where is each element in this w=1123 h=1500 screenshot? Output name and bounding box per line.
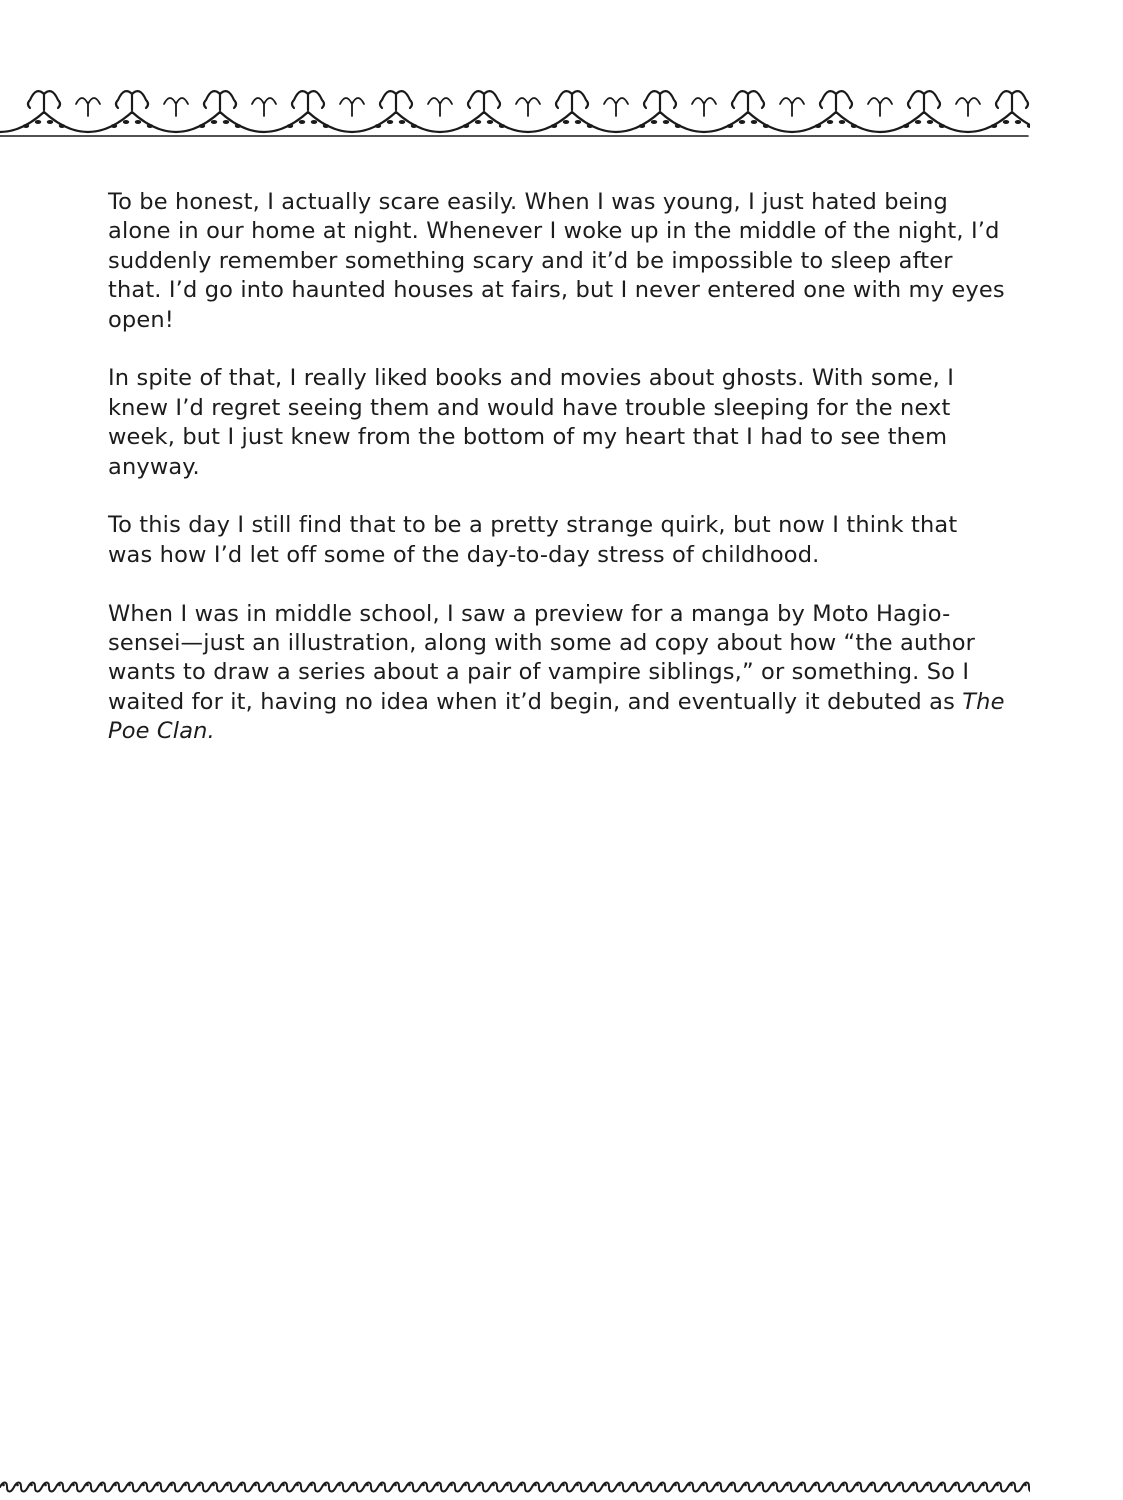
border-leaf — [47, 120, 53, 124]
bottom-wave-curl — [30, 1484, 33, 1487]
border-leaf — [223, 120, 229, 124]
bottom-wave-curl — [240, 1484, 243, 1487]
top-ornamental-border — [0, 82, 1030, 138]
bottom-wave-curl — [730, 1484, 733, 1487]
border-leaf — [411, 124, 417, 128]
border-leaf — [927, 120, 933, 124]
border-tendril — [956, 98, 980, 116]
border-sprout — [292, 91, 324, 110]
border-sprout — [468, 91, 500, 110]
bottom-wave-curl — [450, 1484, 453, 1487]
bottom-wave-border — [0, 1480, 1030, 1494]
border-sprout — [732, 91, 764, 110]
border-leaf — [839, 120, 845, 124]
bottom-wave-curl — [674, 1484, 677, 1487]
border-sprout — [28, 91, 60, 110]
border-leaf — [463, 124, 469, 128]
bottom-wave-curl — [590, 1484, 593, 1487]
bottom-wave-curl — [744, 1484, 747, 1487]
border-tendril — [428, 98, 452, 116]
border-tendril — [780, 98, 804, 116]
border-leaf — [587, 124, 593, 128]
border-leaf — [551, 124, 557, 128]
border-leaf — [311, 120, 317, 124]
border-leaf — [1015, 120, 1021, 124]
bottom-wave-curl — [912, 1484, 915, 1487]
bottom-wave-curl — [520, 1484, 523, 1487]
bottom-wave-curl — [828, 1484, 831, 1487]
border-leaf — [135, 120, 141, 124]
bottom-wave-curl — [478, 1484, 481, 1487]
border-leaf — [323, 124, 329, 128]
border-sprout — [996, 91, 1028, 110]
border-sprout — [380, 91, 412, 110]
bottom-wave-curl — [212, 1484, 215, 1487]
bottom-wave-curl — [464, 1484, 467, 1487]
border-tendril — [252, 98, 276, 116]
bottom-wave-curl — [58, 1484, 61, 1487]
bottom-wave-curl — [324, 1484, 327, 1487]
essay-text — [108, 188, 1008, 776]
border-leaf — [991, 124, 997, 128]
bottom-wave-curl — [282, 1484, 285, 1487]
bottom-wave-curl — [436, 1484, 439, 1487]
bottom-wave-curl — [422, 1484, 425, 1487]
bottom-wave-curl — [380, 1484, 383, 1487]
bottom-wave-curl — [1024, 1484, 1027, 1487]
manga-title: The Poe Clan. — [108, 688, 1005, 745]
border-leaf — [199, 124, 205, 128]
border-leaf — [23, 124, 29, 128]
paragraph-4 — [108, 600, 1008, 747]
bottom-wave-curl — [660, 1484, 663, 1487]
bottom-wave-curl — [968, 1484, 971, 1487]
bottom-wave-curl — [842, 1484, 845, 1487]
bottom-wave-curl — [716, 1484, 719, 1487]
border-sprout — [644, 91, 676, 110]
bottom-wave-curl — [100, 1484, 103, 1487]
bottom-wave-curl — [898, 1484, 901, 1487]
border-sprout — [820, 91, 852, 110]
border-leaf — [123, 120, 129, 124]
border-leaf — [235, 124, 241, 128]
bottom-wave-curl — [408, 1484, 411, 1487]
border-leaf — [639, 124, 645, 128]
border-tendril — [516, 98, 540, 116]
border-leaf — [499, 124, 505, 128]
border-leaf — [35, 120, 41, 124]
border-leaf — [827, 120, 833, 124]
bottom-wave-curl — [366, 1484, 369, 1487]
bottom-wave-curl — [128, 1484, 131, 1487]
border-leaf — [575, 120, 581, 124]
border-leaf — [147, 124, 153, 128]
bottom-wave-curl — [534, 1484, 537, 1487]
border-leaf — [903, 124, 909, 128]
border-leaf — [211, 120, 217, 124]
bottom-wave-curl — [996, 1484, 999, 1487]
paragraph-3: To this day I still find that to be a pretty strange quirk, but now I think that was how I’d let off some of the day-to-day stress of childhood. — [108, 512, 958, 568]
bottom-wave-curl — [254, 1484, 257, 1487]
border-leaf — [651, 120, 657, 124]
border-leaf — [939, 124, 945, 128]
border-leaf — [387, 120, 393, 124]
bottom-wave-curl — [814, 1484, 817, 1487]
paragraph-4-text: When I was in middle school, I saw a preview for a manga by Moto Hagio-sensei—just an illustration, along with some ad copy about how “the author wants to draw a series about a pair of vampire siblings,” or something. So I waited for it, having no idea when it’d begin, and eventually it debuted as — [108, 600, 976, 715]
border-leaf — [287, 124, 293, 128]
border-sprout — [116, 91, 148, 110]
bottom-wave-curl — [114, 1484, 117, 1487]
bottom-wave-curl — [632, 1484, 635, 1487]
border-sprout — [556, 91, 588, 110]
border-leaf — [563, 120, 569, 124]
bottom-wave-curl — [338, 1484, 341, 1487]
bottom-wave-curl — [758, 1484, 761, 1487]
border-leaf — [727, 124, 733, 128]
bottom-wave-curl — [646, 1484, 649, 1487]
border-leaf — [299, 120, 305, 124]
bottom-wave-curl — [940, 1484, 943, 1487]
bottom-wave-curl — [982, 1484, 985, 1487]
bottom-wave-curl — [618, 1484, 621, 1487]
bottom-wave-line — [0, 1483, 1030, 1492]
bottom-wave-curl — [296, 1484, 299, 1487]
border-arch-line — [0, 112, 1030, 132]
paragraph-2: In spite of that, I really liked books and movies about ghosts. With some, I knew I’d regret seeing them and would have trouble sleeping for the next week, but I just knew from the bottom of my heart that I had to see them anyway. — [108, 365, 955, 480]
bottom-wave-curl — [142, 1484, 145, 1487]
border-leaf — [111, 124, 117, 128]
border-tendril — [868, 98, 892, 116]
bottom-wave-curl — [786, 1484, 789, 1487]
border-leaf — [59, 124, 65, 128]
bottom-wave-curl — [394, 1484, 397, 1487]
bottom-wave-curl — [604, 1484, 607, 1487]
border-sprout — [204, 91, 236, 110]
border-tendril — [604, 98, 628, 116]
bottom-wave-curl — [2, 1484, 5, 1487]
border-tendril — [76, 98, 100, 116]
bottom-wave-curl — [1010, 1484, 1013, 1487]
bottom-wave-curl — [16, 1484, 19, 1487]
border-leaf — [815, 124, 821, 128]
border-sprout — [908, 91, 940, 110]
border-leaf — [851, 124, 857, 128]
border-leaf — [751, 120, 757, 124]
border-leaf — [739, 120, 745, 124]
bottom-wave-curl — [156, 1484, 159, 1487]
bottom-wave-curl — [926, 1484, 929, 1487]
bottom-wave-curl — [492, 1484, 495, 1487]
border-leaf — [915, 120, 921, 124]
bottom-wave-curl — [576, 1484, 579, 1487]
bottom-wave-curl — [72, 1484, 75, 1487]
border-tendril — [340, 98, 364, 116]
border-leaf — [763, 124, 769, 128]
border-leaf — [675, 124, 681, 128]
border-leaf — [1003, 120, 1009, 124]
border-tendril — [164, 98, 188, 116]
bottom-wave-curl — [548, 1484, 551, 1487]
bottom-wave-curl — [44, 1484, 47, 1487]
bottom-wave-curl — [198, 1484, 201, 1487]
bottom-wave-curl — [800, 1484, 803, 1487]
border-leaf — [399, 120, 405, 124]
border-leaf — [663, 120, 669, 124]
border-tendril — [692, 98, 716, 116]
bottom-wave-curl — [310, 1484, 313, 1487]
bottom-wave-curl — [86, 1484, 89, 1487]
bottom-wave-curl — [688, 1484, 691, 1487]
bottom-wave-curl — [184, 1484, 187, 1487]
border-leaf — [487, 120, 493, 124]
bottom-wave-curl — [506, 1484, 509, 1487]
bottom-wave-curl — [702, 1484, 705, 1487]
bottom-wave-curl — [884, 1484, 887, 1487]
bottom-wave-curl — [352, 1484, 355, 1487]
bottom-wave-curl — [562, 1484, 565, 1487]
border-leaf — [375, 124, 381, 128]
bottom-wave-curl — [954, 1484, 957, 1487]
paragraph-1: To be honest, I actually scare easily. When I was young, I just hated being alone in our home at night. Whenever I woke up in the middle of the night, I’d suddenly remember something scary and it’d be impossible to sleep after that. I’d go into haunted houses at fairs, but I never entered one with my eyes open! — [108, 189, 1005, 333]
bottom-wave-curl — [856, 1484, 859, 1487]
bottom-wave-curl — [870, 1484, 873, 1487]
bottom-wave-curl — [772, 1484, 775, 1487]
border-leaf — [475, 120, 481, 124]
bottom-wave-curl — [268, 1484, 271, 1487]
bottom-wave-curl — [226, 1484, 229, 1487]
bottom-wave-curl — [170, 1484, 173, 1487]
